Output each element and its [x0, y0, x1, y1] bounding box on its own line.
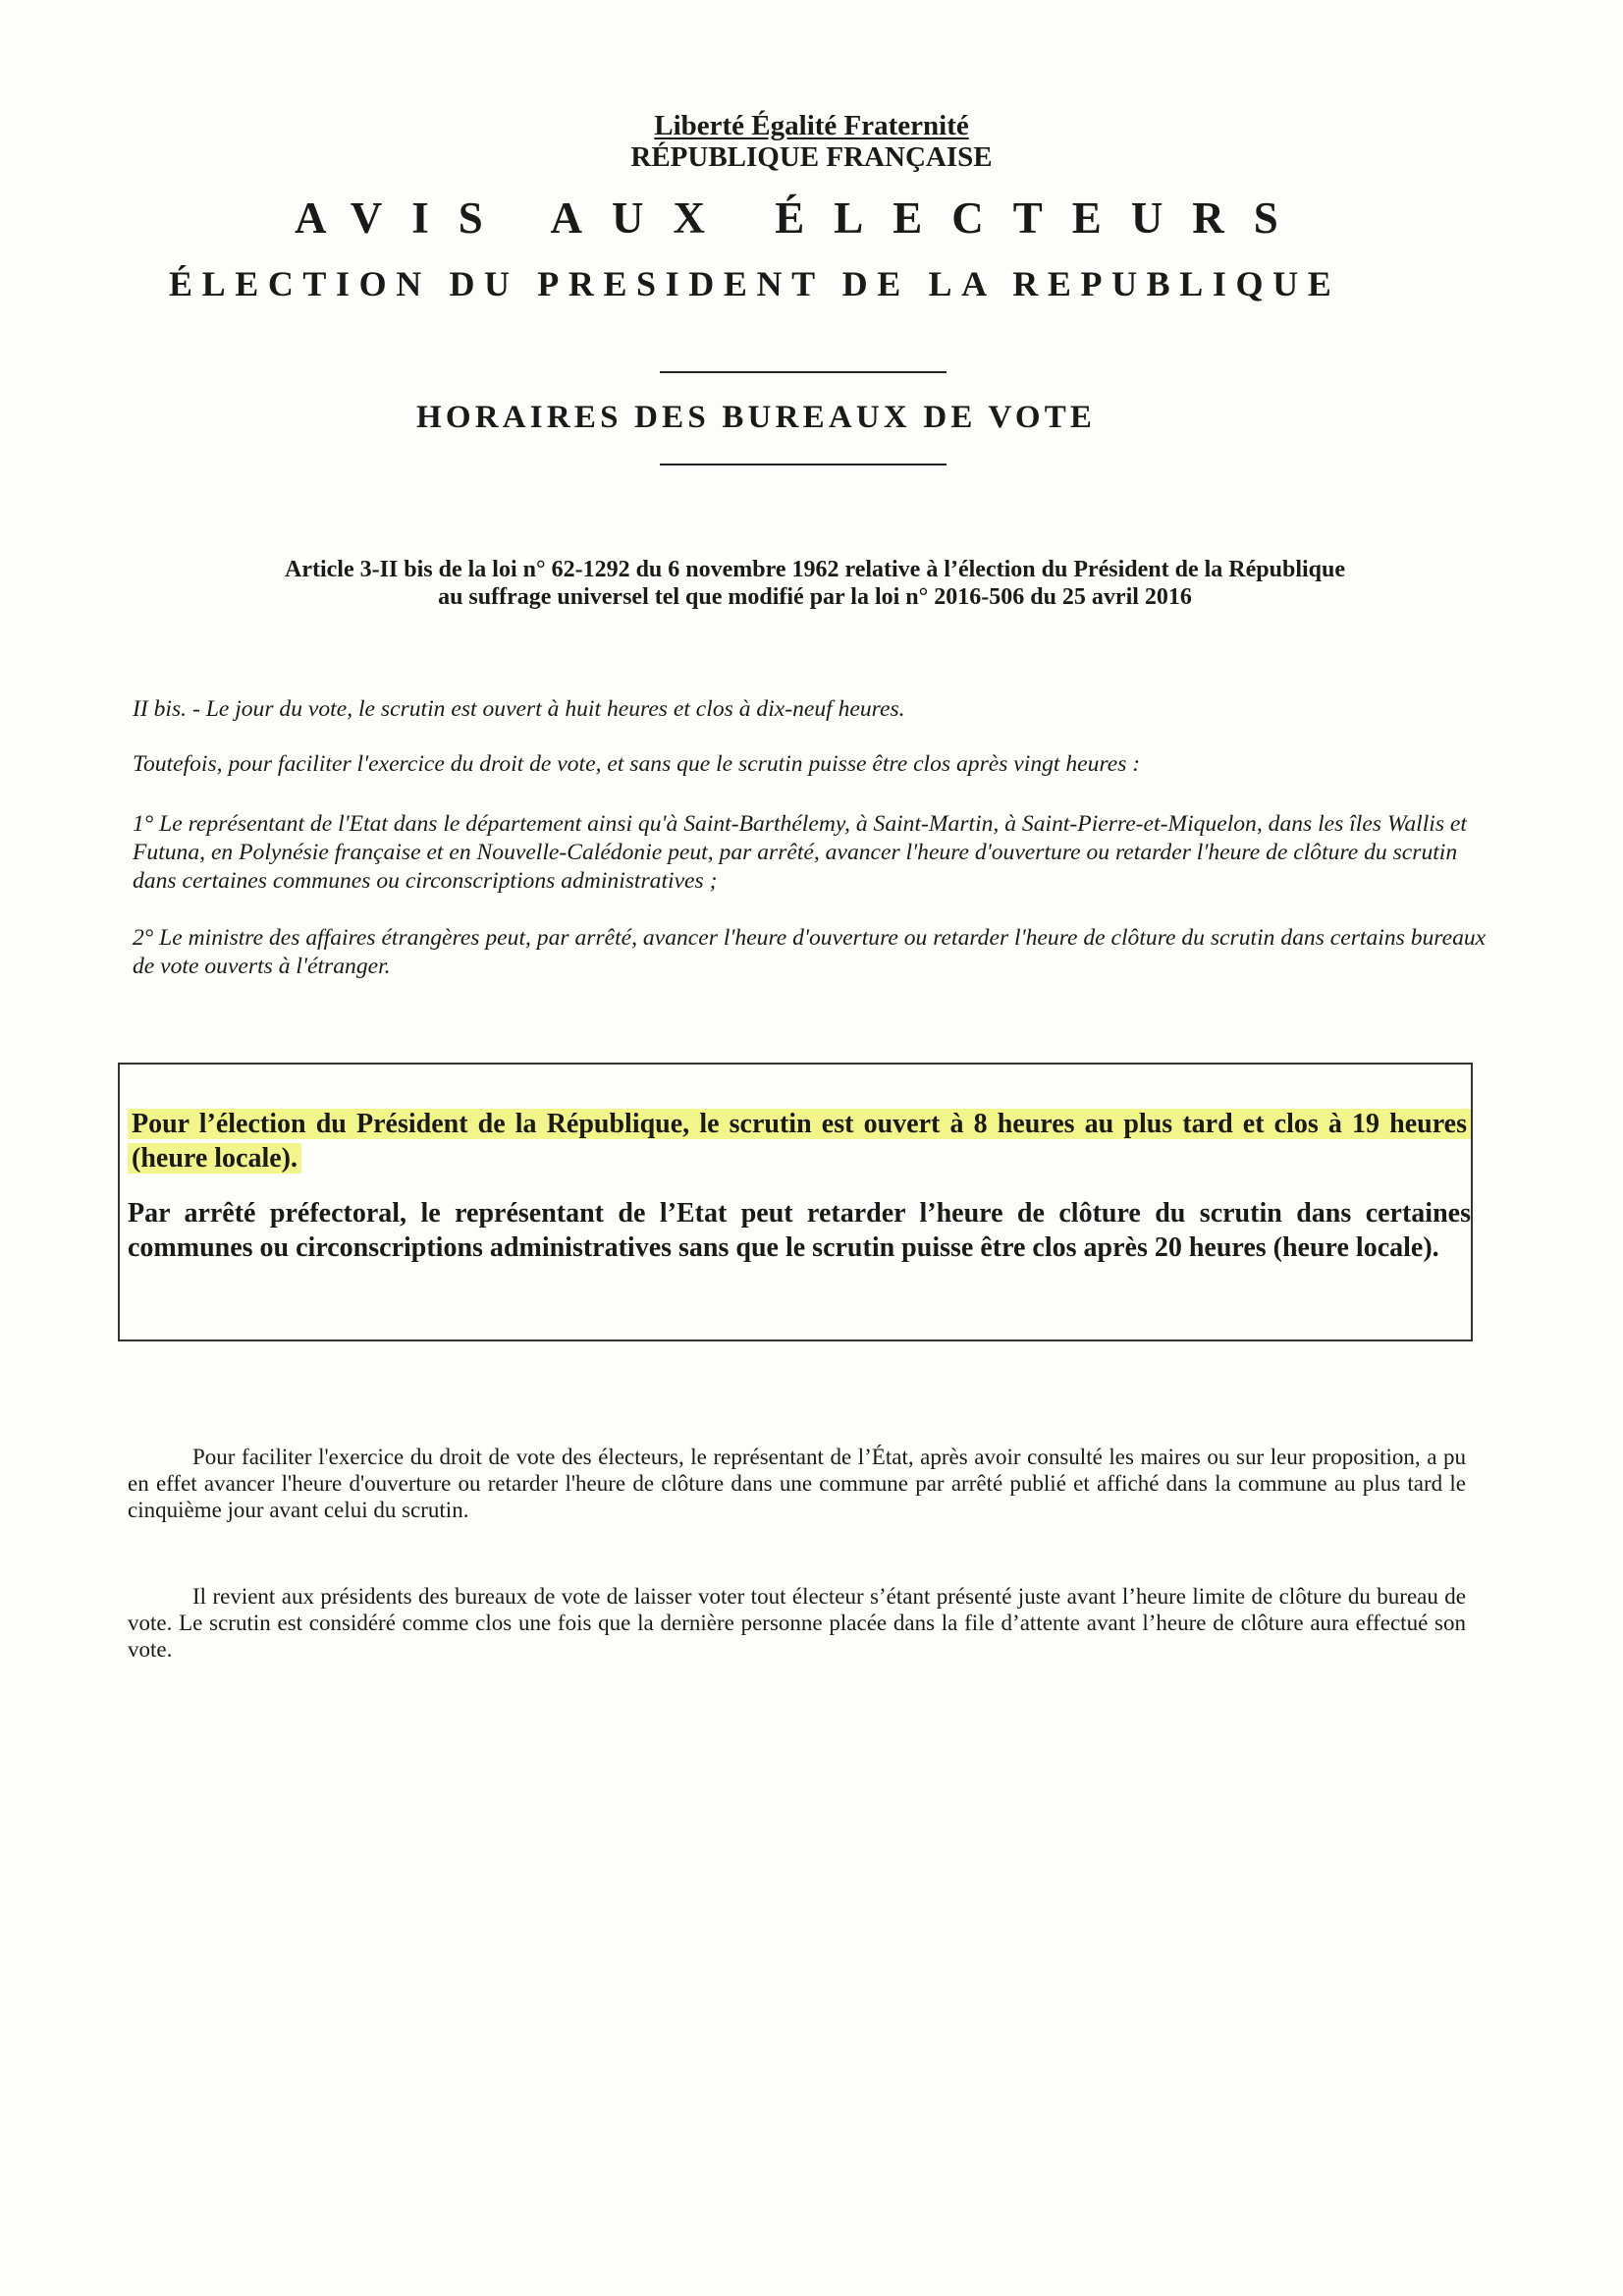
highlighted-text: Pour l’élection du Président de la République, le scrutin est ouvert à 8 heures au plus tard et clos à 19 heures (heure locale). — [128, 1109, 1471, 1174]
law-paragraph-4: 2° Le ministre des affaires étrangères peut, par arrêté, avancer l'heure d'ouverture ou retarder l'heure de clôture du scrutin dans certains bureaux de vote ouverts à l'étranger. — [133, 925, 1487, 979]
divider-top — [660, 371, 947, 373]
section-subtitle: HORAIRES DES BUREAUX DE VOTE — [416, 400, 1097, 435]
law-paragraph-1: II bis. - Le jour du vote, le scrutin est ouvert à huit heures et clos à dix-neuf heures. — [133, 696, 905, 722]
election-title: ÉLECTION DU PRESIDENT DE LA REPUBLIQUE — [169, 264, 1341, 303]
info-box-paragraph: Par arrêté préfectoral, le représentant de l’Etat peut retarder l’heure de clôture du scrutin dans certaines communes ou circonscriptions administratives sans que le scrutin puisse être clos après 20 heures (heure locale). — [128, 1198, 1471, 1263]
republique-francaise: RÉPUBLIQUE FRANÇAISE — [630, 141, 993, 173]
divider-bottom — [660, 464, 947, 465]
motto-block — [0, 110, 1623, 173]
devise: Liberté Égalité Fraternité — [654, 110, 969, 141]
body-paragraph-1: Pour faciliter l'exercice du droit de vote des électeurs, le représentant de l’État, après avoir consulté les maires ou sur leur proposition, a pu en effet avancer l'heure d'ouverture ou retarder l'heure de clôture dans une commune par arrêté publié et affiché dans la commune au plus tard le cinquième jour avant celui du scrutin. — [128, 1445, 1466, 1522]
info-box-highlight-paragraph — [128, 1107, 1471, 1175]
law-paragraph-2: Toutefois, pour faciliter l'exercice du droit de vote, et sans que le scrutin puisse être clos après vingt heures : — [133, 751, 1141, 777]
article-reference-line1: Article 3-II bis de la loi n° 62-1292 du 6 novembre 1962 relative à l’élection du Président de la République — [284, 557, 1346, 582]
article-reference-line2: au suffrage universel tel que modifié par la loi n° 2016-506 du 25 avril 2016 — [438, 584, 1192, 610]
body-paragraph-2: Il revient aux présidents des bureaux de vote de laisser voter tout électeur s’étant présenté juste avant l’heure limite de clôture du bureau de vote. Le scrutin est considéré comme clos une fois que la dernière personne placée dans la file d’attente avant l’heure de clôture aura effectué son vote. — [128, 1584, 1466, 1662]
notice-title: AVIS AUX ÉLECTEURS — [295, 193, 1308, 243]
article-reference — [236, 556, 1394, 611]
law-paragraph-3: 1° Le représentant de l'Etat dans le département ainsi qu'à Saint-Barthélemy, à Saint-Martin, à Saint-Pierre-et-Miquelon, dans les îles Wallis et Futuna, en Polynésie française et en Nouvelle-Calédonie peut, par arrêté, avancer l'heure d'ouverture ou retarder l'heure de clôture du scrutin dans certaines communes ou circonscriptions administratives ; — [133, 811, 1467, 894]
